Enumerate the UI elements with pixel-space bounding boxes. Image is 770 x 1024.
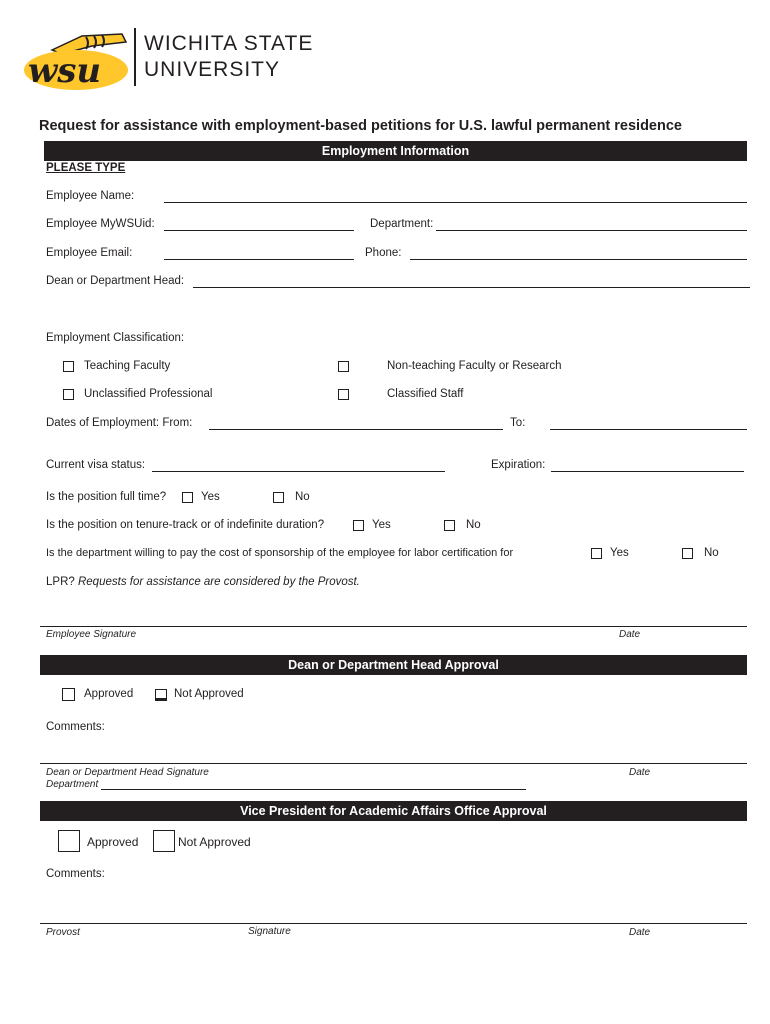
dean-date-label: Date <box>629 767 651 778</box>
provost-label: Provost <box>46 927 80 938</box>
sponsor-yes-checkbox[interactable] <box>591 548 602 559</box>
dean-department-label: Department <box>46 779 99 790</box>
email-label: Employee Email: <box>46 247 133 259</box>
dean-department-field[interactable] <box>101 789 526 790</box>
teaching-faculty-checkbox[interactable] <box>63 361 74 372</box>
employee-name-field[interactable] <box>164 202 747 203</box>
vp-approved-checkbox[interactable] <box>58 830 80 852</box>
tenure-question: Is the position on tenure-track or of indefinite duration? <box>46 519 325 531</box>
dean-signature-label: Dean or Department Head Signature <box>46 767 209 778</box>
sponsor-yes-label: Yes <box>610 547 629 559</box>
tenure-no-checkbox[interactable] <box>444 520 455 531</box>
email-field[interactable] <box>164 259 354 260</box>
dean-approved-checkbox[interactable] <box>62 688 75 701</box>
dean-approved-label: Approved <box>84 688 134 700</box>
university-name-line1: WICHITA STATE <box>144 32 314 55</box>
dates-to-label: To: <box>510 417 526 429</box>
department-field[interactable] <box>436 230 747 231</box>
fulltime-question: Is the position full time? <box>46 491 167 503</box>
mywsuid-field[interactable] <box>164 230 354 231</box>
dean-approval-header: Dean or Department Head Approval <box>40 655 747 675</box>
vp-approval-header: Vice President for Academic Affairs Office Approval <box>40 801 747 821</box>
nonteaching-label: Non-teaching Faculty or Research <box>387 360 562 372</box>
provost-date-label: Date <box>629 927 651 938</box>
dean-signature-line[interactable] <box>40 763 747 764</box>
university-name-line2: UNIVERSITY <box>144 58 281 81</box>
visa-field[interactable] <box>152 471 445 472</box>
lpr-text: LPR? <box>46 576 75 588</box>
tenure-no-label: No <box>466 519 481 531</box>
form-title: Request for assistance with employment-based petitions for U.S. lawful permanent residence <box>39 118 682 134</box>
mywsuid-label: Employee MyWSUid: <box>46 218 155 230</box>
sponsor-question-cont <box>46 576 360 588</box>
wsu-logo <box>22 28 130 92</box>
dean-head-field[interactable] <box>193 287 750 288</box>
dates-label: Dates of Employment: From: <box>46 417 193 429</box>
phone-label: Phone: <box>365 247 402 259</box>
dates-from-field[interactable] <box>209 429 503 430</box>
department-label: Department: <box>370 218 434 230</box>
fulltime-yes-label: Yes <box>201 491 220 503</box>
provost-signature-line[interactable] <box>40 923 747 924</box>
dean-head-label: Dean or Department Head: <box>46 275 185 287</box>
expiration-label: Expiration: <box>491 459 546 471</box>
svg-text:wsu: wsu <box>28 51 102 91</box>
sponsor-no-checkbox[interactable] <box>682 548 693 559</box>
classified-checkbox[interactable] <box>338 389 349 400</box>
unclassified-checkbox[interactable] <box>63 389 74 400</box>
fulltime-no-label: No <box>295 491 310 503</box>
employee-signature-line[interactable] <box>40 626 747 627</box>
employee-date-label: Date <box>619 629 641 640</box>
please-type-label: PLEASE TYPE <box>46 162 126 174</box>
vp-comments-label: Comments: <box>46 868 105 880</box>
classified-label: Classified Staff <box>387 388 464 400</box>
employment-info-header: Employment Information <box>44 141 747 161</box>
vp-not-approved-checkbox[interactable] <box>153 830 175 852</box>
fulltime-no-checkbox[interactable] <box>273 492 284 503</box>
vp-not-approved-label: Not Approved <box>178 835 251 849</box>
tenure-yes-checkbox[interactable] <box>353 520 364 531</box>
dean-not-approved-checkbox[interactable] <box>155 689 167 701</box>
visa-label: Current visa status: <box>46 459 146 471</box>
employee-name-label: Employee Name: <box>46 190 135 202</box>
tenure-yes-label: Yes <box>372 519 391 531</box>
dean-comments-label: Comments: <box>46 721 105 733</box>
teaching-faculty-label: Teaching Faculty <box>84 360 171 372</box>
logo-divider <box>134 28 136 86</box>
provost-signature-label: Signature <box>248 926 291 937</box>
phone-field[interactable] <box>410 259 747 260</box>
sponsor-no-label: No <box>704 547 719 559</box>
sponsor-question: Is the department willing to pay the cost of sponsorship of the employee for labor certification for <box>46 547 514 559</box>
nonteaching-checkbox[interactable] <box>338 361 349 372</box>
dean-not-approved-label: Not Approved <box>174 688 244 700</box>
unclassified-label: Unclassified Professional <box>84 388 213 400</box>
employee-signature-label: Employee Signature <box>46 629 137 640</box>
provost-note: Requests for assistance are considered by the Provost. <box>77 576 360 588</box>
classification-label: Employment Classification: <box>46 332 185 344</box>
dates-to-field[interactable] <box>550 429 747 430</box>
vp-approved-label: Approved <box>87 835 139 849</box>
fulltime-yes-checkbox[interactable] <box>182 492 193 503</box>
expiration-field[interactable] <box>551 471 744 472</box>
